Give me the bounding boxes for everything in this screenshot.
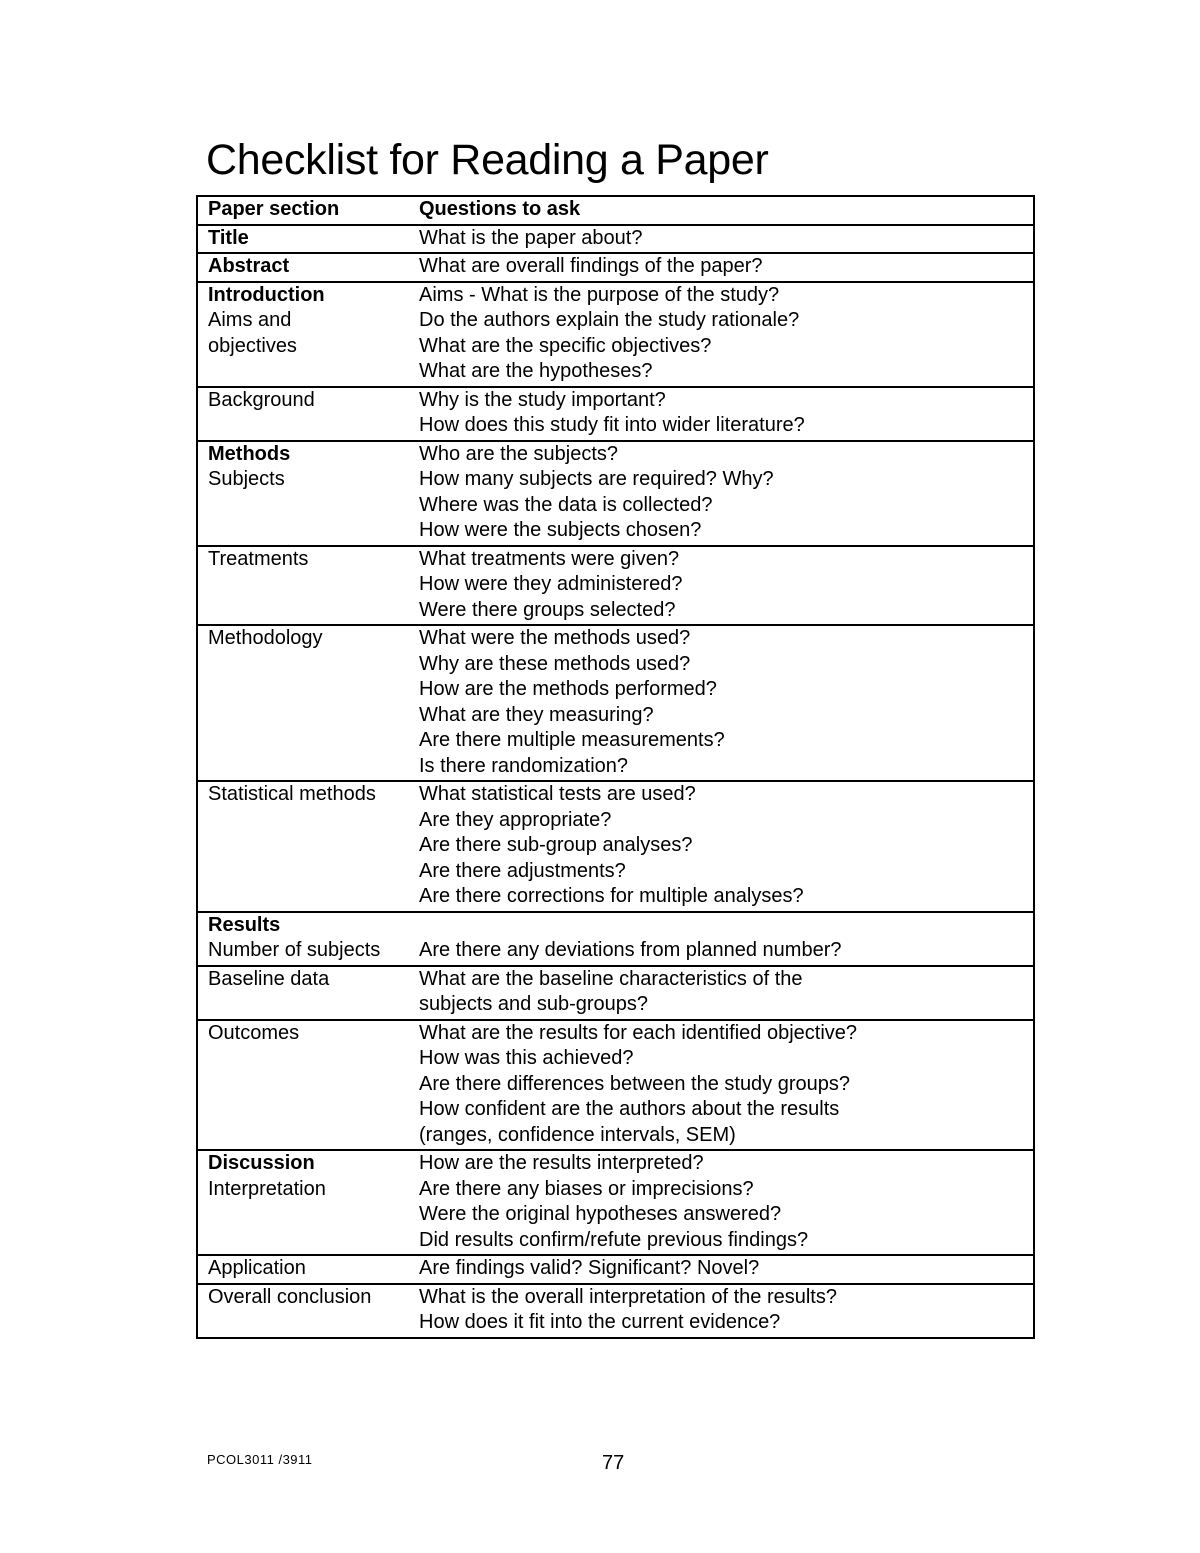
- questions-cell: [417, 1284, 1034, 1338]
- question-text: [419, 913, 1029, 939]
- question-text: How are the results interpreted?: [419, 1152, 704, 1174]
- section-label: objectives: [208, 334, 297, 357]
- question-text: Are there adjustments?: [419, 859, 626, 882]
- section-cell: [197, 1284, 417, 1338]
- section-cell: [197, 1020, 417, 1151]
- questions-cell: [417, 625, 1034, 781]
- question-text: Are there differences between the study groups?: [419, 1072, 851, 1095]
- question-text: How many subjects are required? Why?: [419, 468, 774, 490]
- question-text: Do the authors explain the study rationale?: [419, 309, 800, 331]
- question-text: What treatments were given?: [419, 547, 680, 570]
- question-text: Who are the subjects?: [419, 442, 618, 465]
- section-cell: [197, 625, 417, 781]
- question-text: Are there sub-group analyses?: [419, 834, 693, 856]
- section-cell: [197, 1150, 417, 1255]
- header-questions-to-ask: Questions to ask: [419, 198, 581, 220]
- section-label: Subjects: [208, 468, 285, 490]
- question-text: Why is the study important?: [419, 388, 666, 411]
- section-label: Outcomes: [208, 1021, 300, 1044]
- section-cell: [197, 253, 417, 282]
- questions-cell: [417, 441, 1034, 546]
- question-text: Aims - What is the purpose of the study?: [419, 283, 780, 306]
- question-text: How does it fit into the current evidence?: [419, 1311, 781, 1333]
- table-row: [197, 781, 1034, 912]
- table-row: [197, 1255, 1034, 1284]
- section-label: Statistical methods: [208, 783, 376, 805]
- question-text: Where was the data is collected?: [419, 493, 713, 516]
- section-label: Overall conclusion: [208, 1285, 372, 1308]
- question-text: What are they measuring?: [419, 703, 654, 726]
- questions-cell: [417, 253, 1034, 282]
- question-text: What were the methods used?: [419, 627, 691, 649]
- questions-cell: [417, 912, 1034, 966]
- table-row: [197, 546, 1034, 626]
- section-label: Methodology: [208, 627, 323, 649]
- section-cell: [197, 912, 417, 966]
- question-text: Are there any deviations from planned number?: [419, 939, 842, 961]
- page-title: Checklist for Reading a Paper: [206, 136, 769, 184]
- question-text: What are overall findings of the paper?: [419, 255, 763, 277]
- header-paper-section: Paper section: [208, 198, 340, 220]
- table-row: [197, 441, 1034, 546]
- question-text: subjects and sub-groups?: [419, 993, 649, 1015]
- table-row: [197, 282, 1034, 387]
- section-cell: [197, 441, 417, 546]
- table-row: [197, 966, 1034, 1020]
- questions-cell: [417, 1020, 1034, 1151]
- question-text: What are the hypotheses?: [419, 360, 653, 382]
- section-label: Background: [208, 388, 315, 411]
- section-heading: Abstract: [208, 255, 290, 277]
- footer-course-code: PCOL3011 /3911: [207, 1452, 313, 1467]
- section-cell: [197, 966, 417, 1020]
- question-text: What are the specific objectives?: [419, 334, 712, 357]
- question-text: How does this study fit into wider literature?: [419, 414, 805, 436]
- section-label: Baseline data: [208, 967, 330, 990]
- question-text: Are there corrections for multiple analyses?: [419, 885, 804, 907]
- section-cell: [197, 781, 417, 912]
- section-label: Interpretation: [208, 1177, 326, 1200]
- question-text: How was this achieved?: [419, 1047, 634, 1069]
- question-text: Are findings valid? Significant? Novel?: [419, 1257, 760, 1279]
- questions-cell: [417, 546, 1034, 626]
- questions-cell: [417, 1150, 1034, 1255]
- section-cell: [197, 282, 417, 387]
- table-row: [197, 387, 1034, 441]
- section-label: Treatments: [208, 547, 309, 570]
- table-row: [197, 912, 1034, 966]
- checklist-table-body: [197, 196, 1034, 1338]
- question-text: Are they appropriate?: [419, 808, 612, 831]
- section-cell: [197, 546, 417, 626]
- table-row: [197, 625, 1034, 781]
- section-heading: Methods: [208, 442, 291, 465]
- table-row: [197, 1150, 1034, 1255]
- section-heading: Discussion: [208, 1152, 315, 1174]
- question-text: Were there groups selected?: [419, 598, 676, 621]
- table-row: [197, 1284, 1034, 1338]
- section-cell: [197, 225, 417, 254]
- section-cell: [197, 1255, 417, 1284]
- question-text: Did results confirm/refute previous findings?: [419, 1228, 809, 1251]
- question-text: What is the overall interpretation of the results?: [419, 1285, 837, 1308]
- question-text: What statistical tests are used?: [419, 783, 696, 805]
- checklist-table: [196, 195, 1035, 1339]
- table-row: [197, 1020, 1034, 1151]
- section-heading: Results: [208, 913, 281, 936]
- question-text: How were they administered?: [419, 573, 683, 595]
- question-text: What are the baseline characteristics of the: [419, 967, 803, 990]
- question-text: Are there any biases or imprecisions?: [419, 1177, 754, 1200]
- question-text: Are there multiple measurements?: [419, 729, 725, 751]
- questions-cell: [417, 1255, 1034, 1284]
- question-text: What are the results for each identified objective?: [419, 1021, 858, 1044]
- question-text: Why are these methods used?: [419, 652, 691, 675]
- section-label: Application: [208, 1257, 306, 1279]
- question-text: What is the paper about?: [419, 226, 643, 249]
- question-text: How are the methods performed?: [419, 678, 717, 700]
- table-row: [197, 253, 1034, 282]
- section-label: Aims and: [208, 309, 292, 331]
- section-cell: [197, 387, 417, 441]
- question-text: (ranges, confidence intervals, SEM): [419, 1123, 736, 1146]
- section-label: Number of subjects: [208, 939, 381, 961]
- question-text: How were the subjects chosen?: [419, 519, 702, 541]
- question-text: Is there randomization?: [419, 754, 629, 777]
- question-text: How confident are the authors about the results: [419, 1098, 840, 1120]
- questions-cell: [417, 966, 1034, 1020]
- questions-cell: [417, 282, 1034, 387]
- table-row: [197, 225, 1034, 254]
- section-heading: Title: [208, 226, 249, 249]
- page-number: 77: [602, 1452, 625, 1474]
- section-heading: Introduction: [208, 283, 325, 306]
- questions-cell: [417, 387, 1034, 441]
- table-header-row: [197, 196, 1034, 225]
- question-text: Were the original hypotheses answered?: [419, 1203, 782, 1225]
- questions-cell: [417, 781, 1034, 912]
- questions-cell: [417, 225, 1034, 254]
